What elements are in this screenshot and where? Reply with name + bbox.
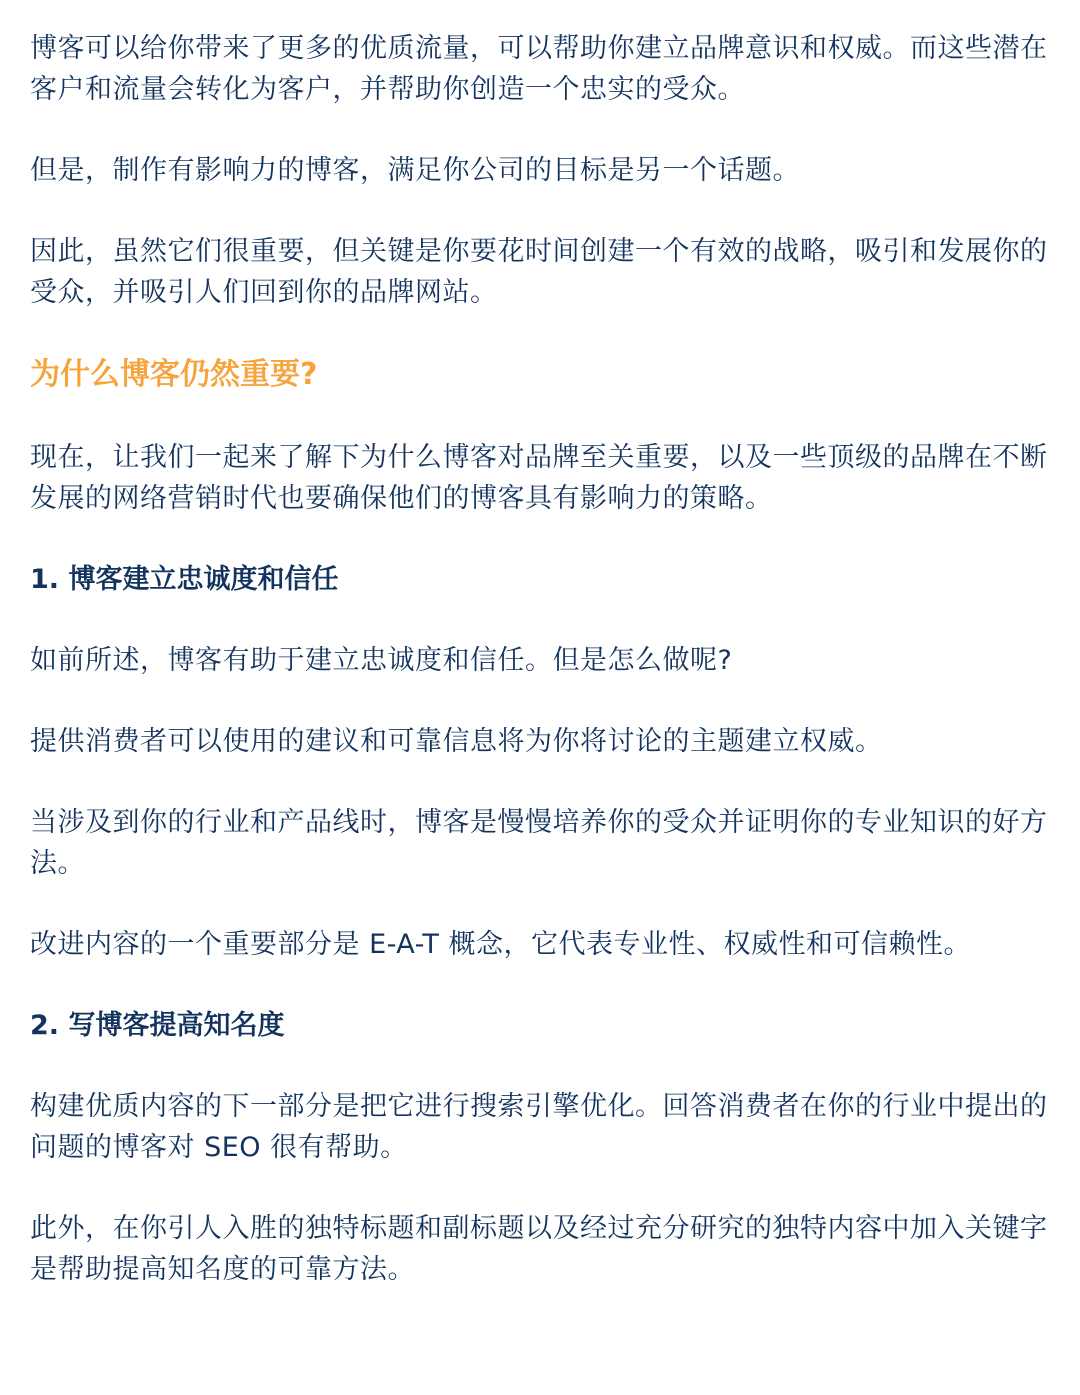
intro-paragraph-3: 因此，虽然它们很重要，但关键是你要花时间创建一个有效的战略，吸引和发展你的受众，并吸引人们回到你的品牌网站。 xyxy=(30,236,1048,308)
point-1-heading: 1. 博客建立忠诚度和信任 xyxy=(30,564,339,595)
point-2-heading: 2. 写博客提高知名度 xyxy=(30,1010,285,1041)
point-1-paragraph-1: 如前所述，博客有助于建立忠诚度和信任。但是怎么做呢? xyxy=(30,645,733,676)
intro-paragraph-1: 博客可以给你带来了更多的优质流量，可以帮助你建立品牌意识和权威。而这些潜在客户和流量会转化为客户，并帮助你创造一个忠实的受众。 xyxy=(30,33,1048,105)
intro-paragraph-2: 但是，制作有影响力的博客，满足你公司的目标是另一个话题。 xyxy=(30,155,800,186)
section-heading: 为什么博客仍然重要? xyxy=(30,357,318,392)
point-1-paragraph-3: 当涉及到你的行业和产品线时，博客是慢慢培养你的受众并证明你的专业知识的好方法。 xyxy=(30,807,1048,879)
point-1-paragraph-2: 提供消费者可以使用的建议和可靠信息将为你将讨论的主题建立权威。 xyxy=(30,726,883,757)
section-intro-paragraph: 现在，让我们一起来了解下为什么博客对品牌至关重要，以及一些顶级的品牌在不断发展的网络营销时代也要确保他们的博客具有影响力的策略。 xyxy=(30,442,1048,514)
article-body xyxy=(30,28,1050,1330)
point-2-paragraph-1: 构建优质内容的下一部分是把它进行搜索引擎优化。回答消费者在你的行业中提出的问题的博客对 SEO 很有帮助。 xyxy=(30,1091,1048,1163)
point-1-paragraph-4: 改进内容的一个重要部分是 E-A-T 概念，它代表专业性、权威性和可信赖性。 xyxy=(30,929,972,960)
point-2-paragraph-2: 此外，在你引人入胜的独特标题和副标题以及经过充分研究的独特内容中加入关键字是帮助提高知名度的可靠方法。 xyxy=(30,1213,1048,1285)
